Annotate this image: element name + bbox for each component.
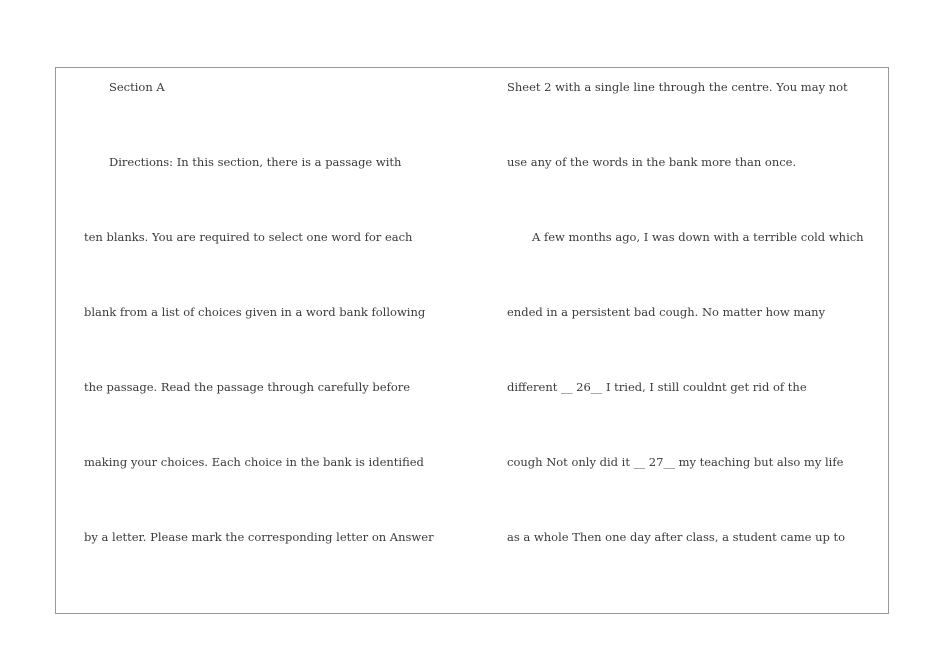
text-line: Sheet 2 with a single line through the centre. You may not	[507, 80, 848, 94]
text-line: use any of the words in the bank more than once.	[507, 155, 797, 169]
text-line: ten blanks. You are required to select one word for each	[84, 230, 413, 244]
text-line: by a letter. Please mark the corresponding letter on Answer	[84, 530, 434, 544]
passage-first-line: A few months ago, I was down with a terrible cold which	[532, 230, 864, 244]
text-line-blank-27: cough Not only did it __ 27__ my teaching but also my life	[507, 455, 844, 469]
text-line: ended in a persistent bad cough. No matter how many	[507, 305, 826, 319]
section-heading: Section A	[109, 80, 165, 94]
text-line-blank-26: different __ 26__ I tried, I still couldnt get rid of the	[507, 380, 807, 394]
text-line: blank from a list of choices given in a word bank following	[84, 305, 426, 319]
text-line: as a whole Then one day after class, a student came up to	[507, 530, 846, 544]
directions-line: Directions: In this section, there is a passage with	[109, 155, 402, 169]
text-line: the passage. Read the passage through carefully before	[84, 380, 411, 394]
text-line: making your choices. Each choice in the bank is identified	[84, 455, 424, 469]
